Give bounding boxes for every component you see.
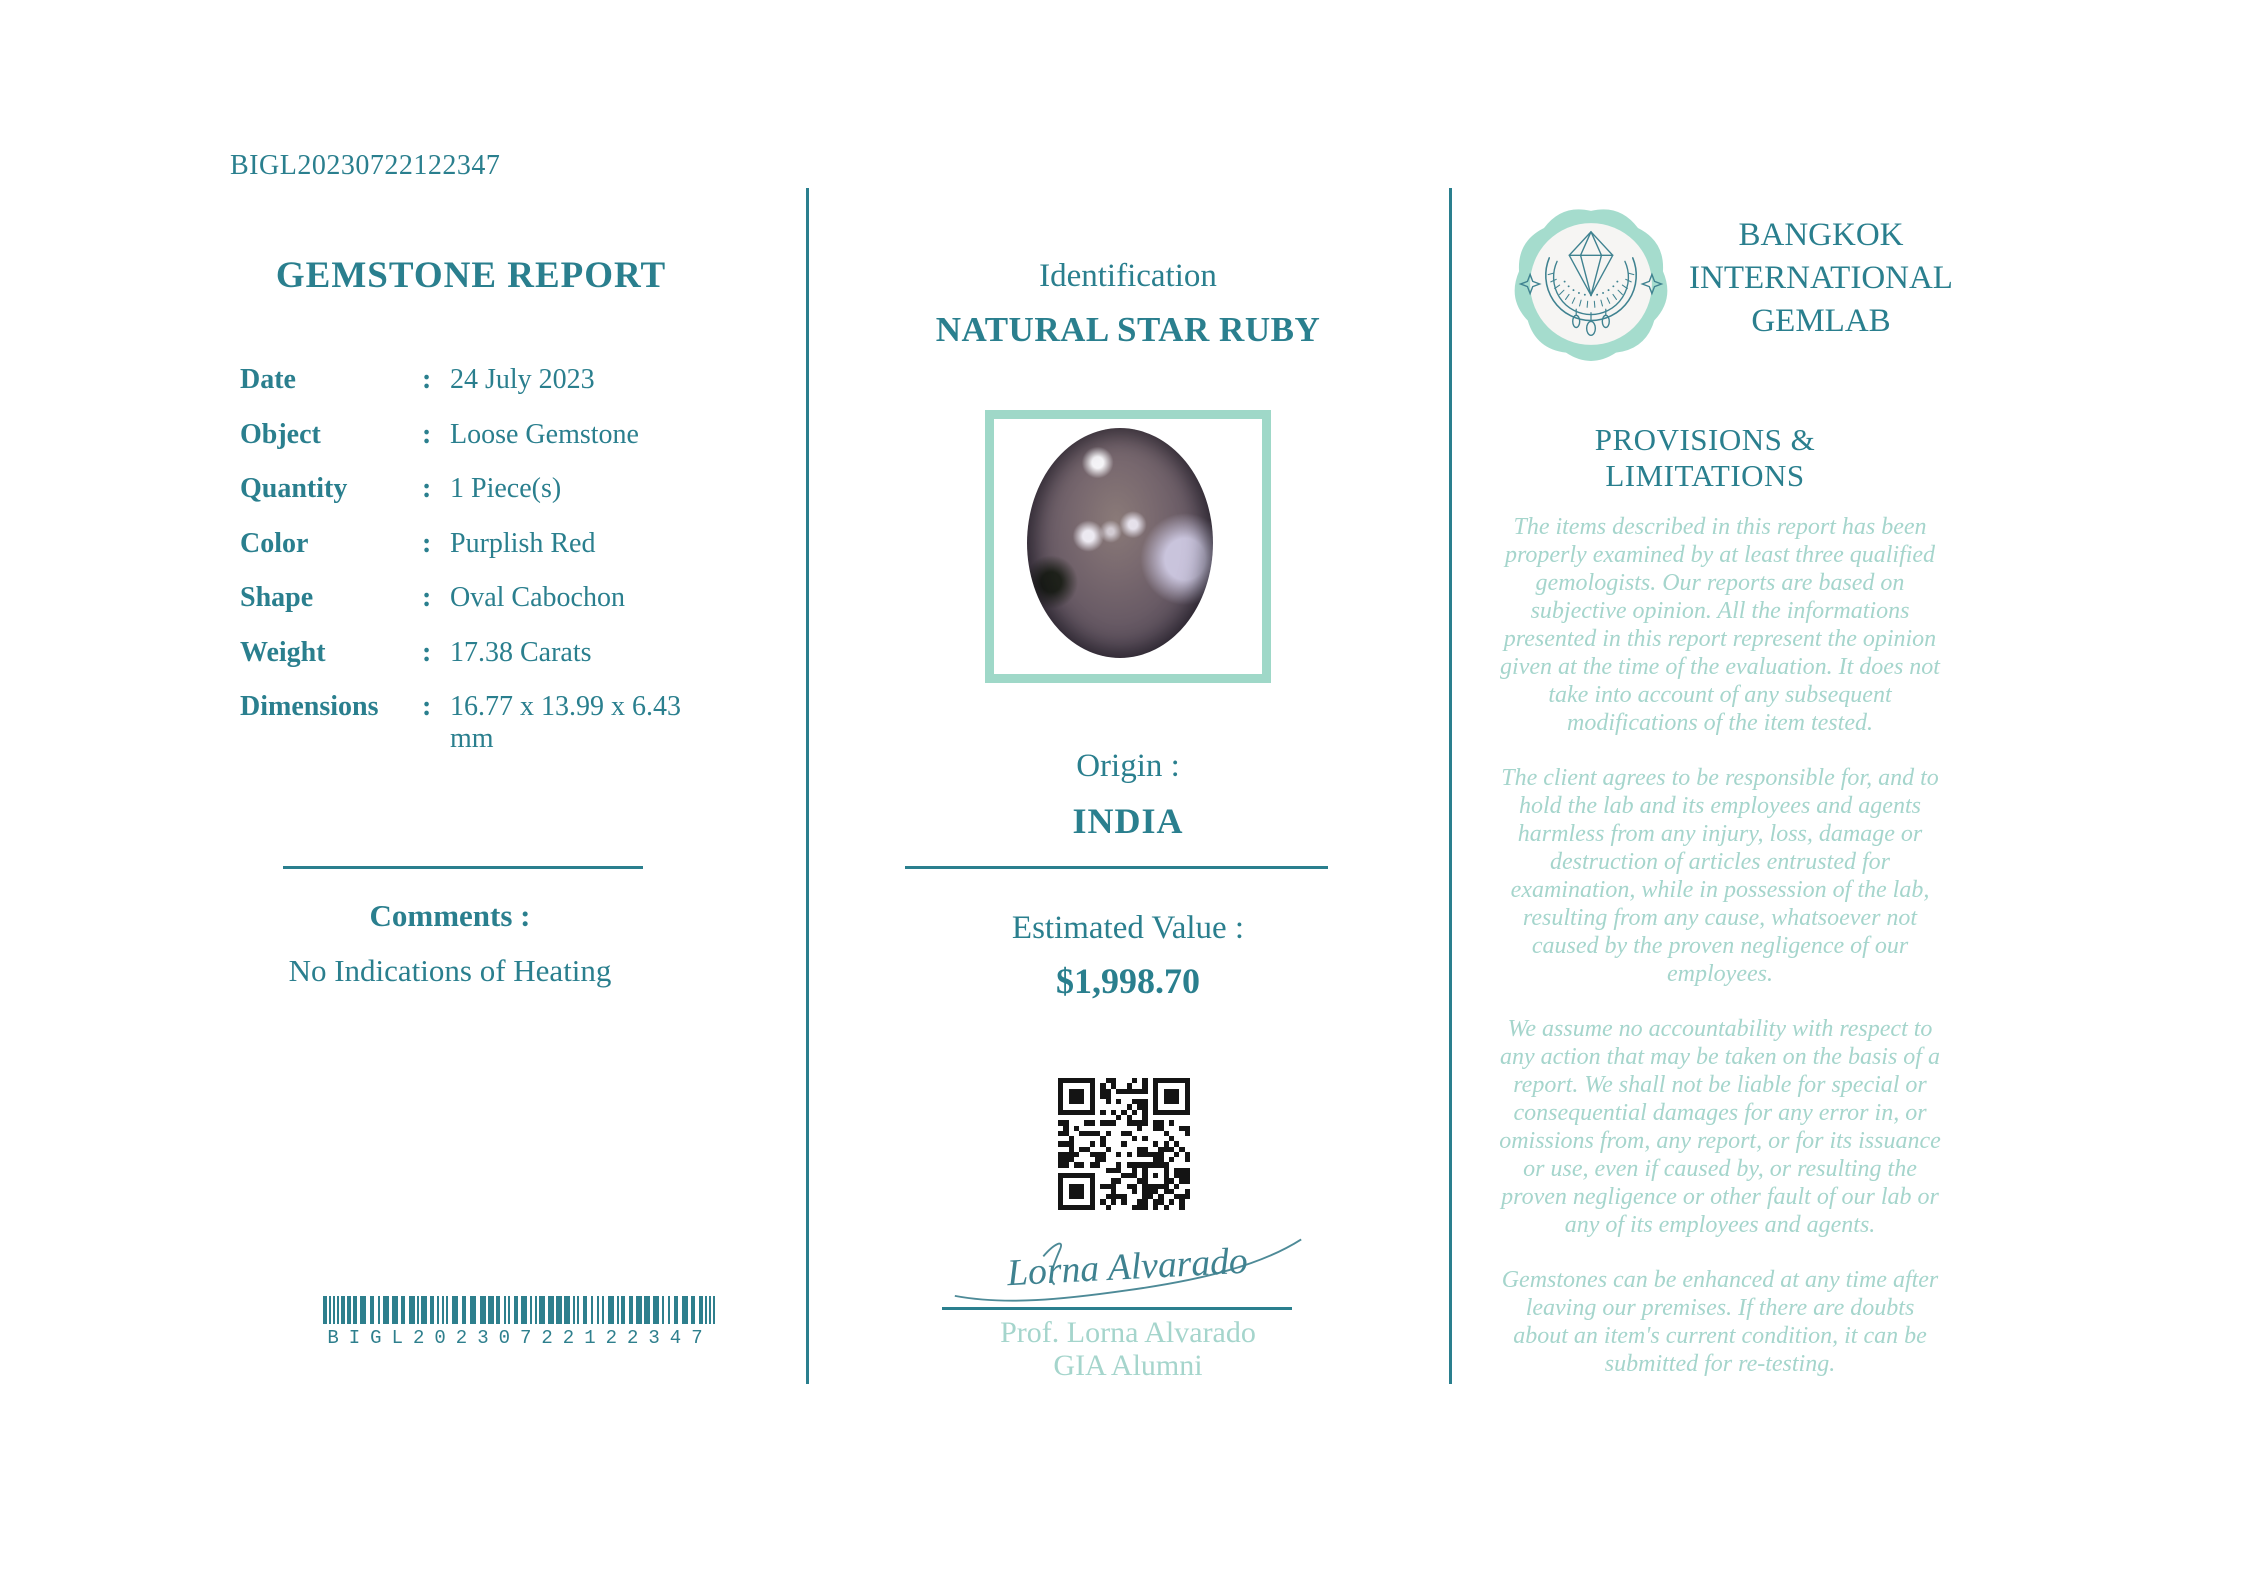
- detail-label: Date: [240, 364, 296, 395]
- detail-label: Color: [240, 527, 309, 559]
- report-title: GEMSTONE REPORT: [275, 255, 667, 296]
- column-divider-left: [806, 188, 809, 1384]
- gem-photo-frame: [985, 410, 1271, 683]
- detail-value: 17.38 Carats: [450, 636, 592, 668]
- detail-value: Purplish Red: [450, 527, 596, 559]
- signatory-name: Prof. Lorna Alvarado: [1000, 1316, 1256, 1349]
- report-number: BIGL20230722122347: [230, 150, 501, 181]
- signature-line: [942, 1307, 1292, 1310]
- detail-label: Weight: [240, 636, 326, 668]
- signature-handwriting: [938, 1230, 1318, 1310]
- detail-row: [240, 637, 720, 692]
- detail-row: [240, 691, 720, 754]
- report-barcode: [323, 1296, 717, 1349]
- provisions-paragraph: The client agrees to be responsible for, and to hold the lab and its employees and agents harmless from any injury, loss, damage or destruction of articles entrusted for examination, while in possession of the lab, resulting from any cause, whatsoever not caused by the proven negligence of our employees.: [1501, 765, 1939, 987]
- estimated-value-label: Estimated Value :: [1011, 910, 1245, 946]
- detail-label: Quantity: [240, 473, 348, 504]
- identification-value: NATURAL STAR RUBY: [935, 310, 1321, 349]
- origin-value: INDIA: [1072, 801, 1184, 841]
- detail-row: [240, 364, 720, 419]
- provisions-paragraph: Gemstones can be enhanced at any time after leaving our premises. If there are doubts about an item's current condition, it can be submitted for re-testing.: [1501, 1267, 1939, 1377]
- seal-inner-circle: [1530, 223, 1652, 345]
- detail-colon: :: [422, 691, 432, 722]
- detail-colon: :: [422, 636, 432, 668]
- barcode-bars: [323, 1296, 717, 1324]
- lab-seal-logo: [1504, 197, 1678, 371]
- detail-label: Object: [240, 418, 321, 450]
- provisions-paragraphs: [1496, 513, 1944, 1405]
- lab-name-line: INTERNATIONAL: [1689, 260, 1953, 296]
- middle-divider-line: [905, 866, 1328, 869]
- detail-colon: :: [422, 527, 432, 559]
- detail-label: Dimensions: [240, 691, 379, 722]
- signature-name-text: Lorna Alvarado: [1006, 1239, 1249, 1295]
- column-divider-right: [1449, 188, 1452, 1384]
- detail-colon: :: [422, 418, 432, 450]
- lab-name-line: BANGKOK: [1738, 217, 1904, 253]
- detail-value: Loose Gemstone: [450, 418, 639, 450]
- detail-row: [240, 582, 720, 637]
- provisions-paragraph: The items described in this report has been properly examined by at least three qualified gemologists. Our reports are based on subjective opinion. All the informations presented in this report represent the opinion given at the time of the evaluation. It does not take into account of any subsequent modifications of the item tested.: [1500, 514, 1940, 736]
- origin-label: Origin :: [1076, 748, 1180, 784]
- estimated-value: $1,998.70: [1056, 961, 1200, 1001]
- detail-value: 1 Piece(s): [450, 473, 562, 504]
- detail-row: [240, 528, 720, 583]
- provisions-title: PROVISIONS & LIMITATIONS: [1594, 422, 1816, 493]
- detail-value: 16.77 x 13.99 x 6.43 mm: [450, 691, 681, 754]
- lab-name: [1688, 214, 1954, 343]
- detail-colon: :: [422, 473, 432, 504]
- gem-photo: [1027, 428, 1213, 658]
- detail-value: 24 July 2023: [450, 364, 595, 395]
- detail-row: [240, 419, 720, 474]
- qr-code: [1058, 1078, 1190, 1210]
- detail-label: Shape: [240, 582, 314, 613]
- comments-divider-line: [283, 866, 643, 869]
- comments-label: Comments :: [369, 898, 531, 933]
- comments-value: No Indications of Heating: [288, 953, 612, 988]
- detail-row: [240, 473, 720, 528]
- detail-value: Oval Cabochon: [450, 582, 625, 613]
- detail-colon: :: [422, 364, 432, 395]
- identification-heading: Identification: [1039, 258, 1217, 294]
- report-details-table: [240, 364, 720, 754]
- barcode-text: BIGL20230722122347: [327, 1327, 713, 1349]
- detail-colon: :: [422, 582, 432, 613]
- signatory-title: GIA Alumni: [1053, 1349, 1203, 1382]
- provisions-paragraph: We assume no accountability with respect to any action that may be taken on the basis of a report. We shall not be liable for special or consequential damages for any error in, or omissions from, any report, or for its issuance or use, even if caused by, or resulting the proven negligence or other fault of our lab or any of its employees and agents.: [1499, 1016, 1941, 1238]
- lab-name-line: GEMLAB: [1751, 303, 1891, 339]
